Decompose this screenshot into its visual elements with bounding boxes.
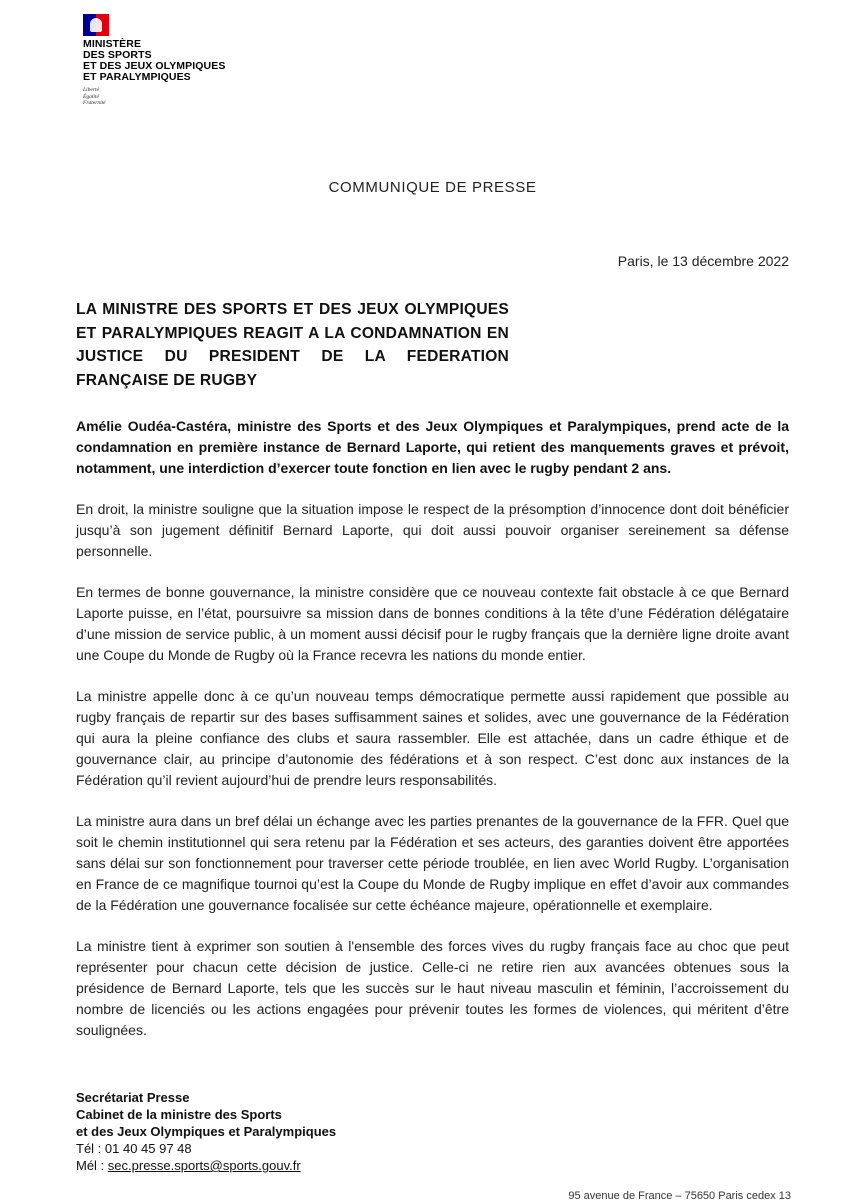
paragraph: En droit, la ministre souligne que la situation impose le respect de la présomption d’innocence dont doit bénéficier jusqu’à son jugement définitif Bernard Laporte, qui doit aussi pouvoir organiser sereinement sa défense personnelle. xyxy=(76,501,789,559)
motto-line: Fraternité xyxy=(83,100,106,106)
contact-email-line xyxy=(76,1157,336,1174)
marianne-flag-icon xyxy=(83,14,109,36)
paragraph: La ministre tient à exprimer son soutien à l'ensemble des forces vives du rugby français face au choc que peut représenter pour chacun cette décision de justice. Celle-ci ne retire rien aux avancées obtenues sous la présidence de Bernard Laporte, tels que les succès sur le haut niveau masculin et féminin, l’accroissement du nombre de licenciés ou les actions engagées pour prévenir toutes les formes de violences, qui méritent d’être soulignées. xyxy=(76,938,789,1038)
contact-office: et des Jeux Olympiques et Paralympiques xyxy=(76,1124,337,1139)
ministry-line: DES SPORTS xyxy=(83,49,152,61)
ministry-line: ET PARALYMPIQUES xyxy=(83,71,191,83)
motto-line: Égalité xyxy=(83,93,99,100)
motto-line: Liberté xyxy=(83,87,99,93)
body-text xyxy=(76,416,789,1061)
ministry-line: MINISTÈRE xyxy=(83,38,142,50)
contact-phone: Tél : 01 40 45 97 48 xyxy=(76,1141,192,1156)
email-link[interactable]: sec.presse.sports@sports.gouv.fr xyxy=(107,1158,301,1173)
paragraph: La ministre aura dans un bref délai un échange avec les parties prenantes de la gouvernance de la FFR. Quel que soit le chemin institutionnel qui sera retenu par la Fédération et ses acteurs, des garanties doivent être apportées sans délai sur son fonctionnement pour traverser cette période troublée, en lien avec World Rugby. L’organisation en France de ce magnifique tournoi qu’est la Coupe du Monde de Rugby implique en effet d’avoir aux commandes de la Fédération une gouvernance focalisée sur cette échéance majeure, opérationnelle et exemplaire. xyxy=(76,813,789,913)
dateline: Paris, le 13 décembre 2022 xyxy=(617,253,789,269)
headline: LA MINISTRE DES SPORTS ET DES JEUX OLYMPIQUES ET PARALYMPIQUES REAGIT A LA CONDAMNATION EN JUSTICE DU PRESIDENT DE LA FEDERATION FRANÇAISE DE RUGBY xyxy=(76,301,509,389)
ministry-logo xyxy=(83,14,283,107)
lead-paragraph: Amélie Oudéa-Castéra, ministre des Sports et des Jeux Olympiques et Paralympiques, prend acte de la condamnation en première instance de Bernard Laporte, qui retient des manquements graves et prévoit, notamment, une interdiction d’exercer toute fonction en lien avec le rugby pendant 2 ans. xyxy=(76,418,789,476)
ministry-line: ET DES JEUX OLYMPIQUES xyxy=(83,60,226,72)
contact-title: Secrétariat Presse xyxy=(76,1090,190,1105)
press-contact xyxy=(76,1089,336,1174)
ministry-name xyxy=(83,39,283,83)
contact-office: Cabinet de la ministre des Sports xyxy=(76,1107,282,1122)
footer-address: 95 avenue de France – 75650 Paris cedex 13 xyxy=(568,1190,791,1202)
email-label: Mél : xyxy=(76,1158,108,1173)
paragraph: La ministre appelle donc à ce qu’un nouveau temps démocratique permette aussi rapidement que possible au rugby français de repartir sur des bases suffisamment saines et solides, avec une gouvernance de la Fédération qui aura la pleine confiance des clubs et saura rassembler. Elle est attachée, dans un cadre éthique et de gouvernance clair, au principe d’autonomie des fédérations et à son respect. C’est donc aux instances de la Fédération qu’il revient aujourd’hui de prendre leurs responsabilités. xyxy=(76,688,789,788)
republic-motto xyxy=(83,87,283,107)
paragraph: En termes de bonne gouvernance, la ministre considère que ce nouveau contexte fait obstacle à ce que Bernard Laporte puisse, en l’état, poursuivre sa mission dans de bonnes conditions à la tête d’une Fédération délégataire d’une mission de service public, à un moment aussi décisif pour le rugby français que la dernière ligne droite avant une Coupe du Monde de Rugby où la France recevra les nations du monde entier. xyxy=(76,584,789,663)
document-type: COMMUNIQUE DE PRESSE xyxy=(328,179,537,196)
